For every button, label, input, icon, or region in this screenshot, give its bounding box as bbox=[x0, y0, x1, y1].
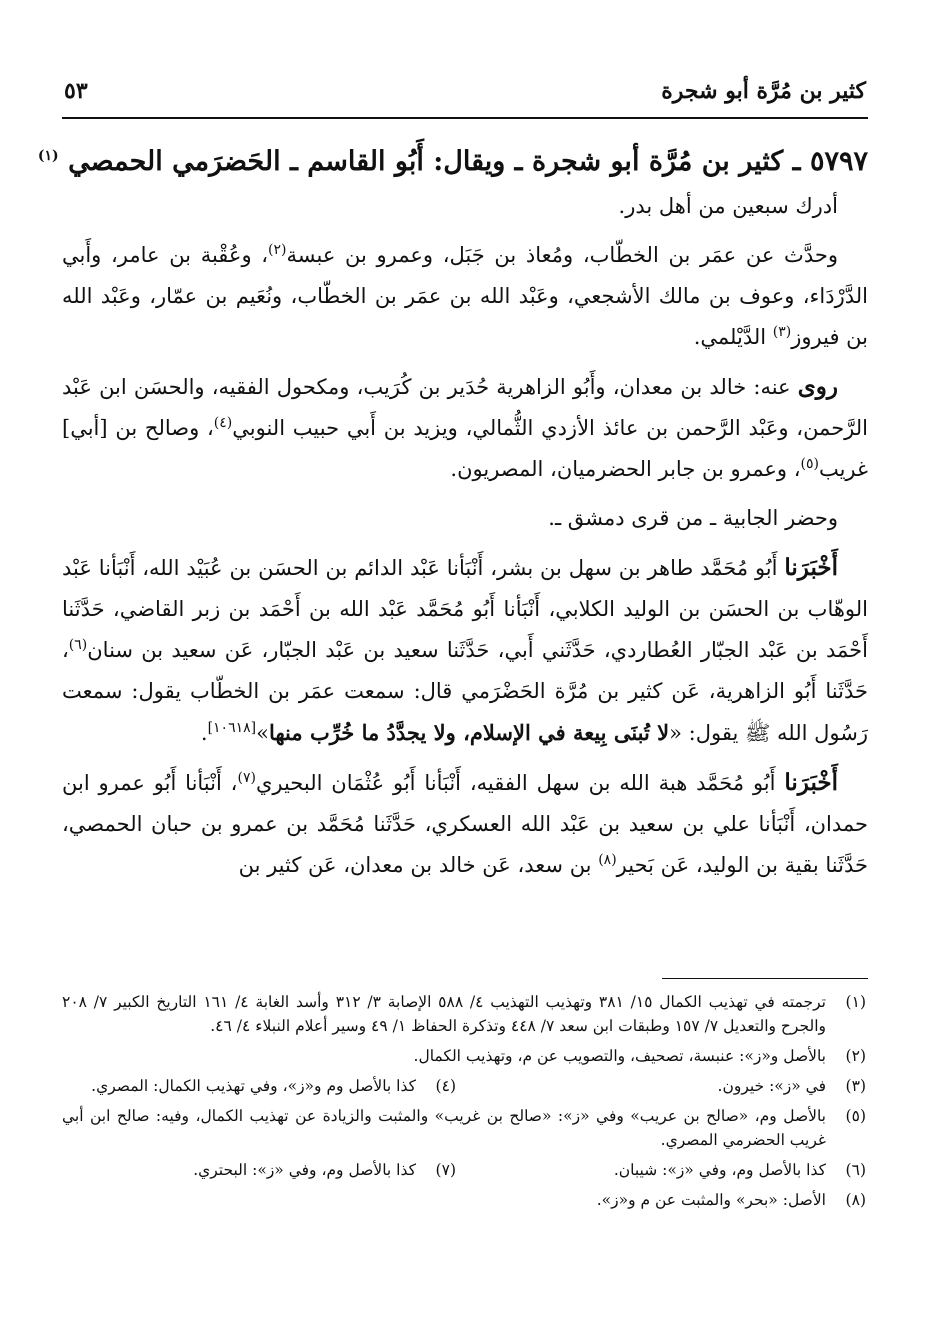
keyword-rawa: روى bbox=[797, 373, 838, 400]
footnote-ref: (٤) bbox=[213, 415, 233, 431]
running-head bbox=[64, 78, 866, 114]
paragraph-jabiya bbox=[62, 498, 868, 539]
paragraph-narrated-from bbox=[62, 235, 868, 358]
paragraph-text: ، أَنْبَأنا أَبُو عمرو ابن حمدان، أَنْبَأنا علي بن سعيد بن عَبْد الله العسكري، حَدَّثَنا مُحَمَّد بن عمرو بن حبان الحمصي، حَدَّثَنا بقية بن الوليد، عَن بَحير bbox=[62, 771, 868, 877]
keyword-akhbarana: أَخْبَرَنا bbox=[784, 554, 838, 581]
hadith-number: [١٠٦١٨] bbox=[207, 720, 257, 736]
footnote-number: (٥) bbox=[845, 1107, 866, 1125]
footnote-number: (٢) bbox=[845, 1047, 866, 1065]
entry-title bbox=[37, 140, 868, 184]
footnote-1 bbox=[62, 990, 866, 1038]
paragraph-isnad-1 bbox=[62, 547, 868, 754]
footnote-text: كذا بالأصل وم و«ز»، وفي تهذيب الكمال: المصري. bbox=[91, 1077, 416, 1095]
footnote-ref: (٦) bbox=[68, 637, 88, 653]
hadith-text: لا تُبنَى بِيعة في الإسلام، ولا يجدَّدُ ما خُرِّب منها bbox=[268, 720, 670, 745]
footnote-6 bbox=[456, 1158, 866, 1182]
footnote-text: بالأصل وم، «صالح بن عريب» وفي «ز»: «صالح بن غريب» والمثبت والزيادة عن تهذيب الكمال، وفيه: صالح ابن أبي غريب الحضرمي المصري. bbox=[62, 1107, 826, 1149]
footnote-text: ترجمته في تهذيب الكمال ١٥/ ٣٨١ وتهذيب التهذيب ٤/ ٥٨٨ الإصابة ٣/ ٣١٢ وأسد الغابة ٤/ ١٦١ التاريخ الكبير ٧/ ٢٠٨ والجرح والتعديل ٧/ ١٥٧ وطبقات ابن سعد ٧/ ٤٤٨ وتذكرة الحفاظ ١/ ٤٩ وسير أعلام النبلاء ٤/ ٤٦. bbox=[62, 993, 826, 1035]
footnote-ref: (٥) bbox=[800, 456, 819, 472]
footnote-text: في «ز»: خيرون. bbox=[717, 1077, 826, 1095]
footnote-number: (٣) bbox=[845, 1077, 866, 1095]
page-number: ٥٣ bbox=[64, 78, 88, 104]
paragraph-text: بن سعد، عَن خالد بن معدان، عَن كثير بن bbox=[238, 853, 599, 877]
footnote-ref: (٣) bbox=[772, 324, 792, 340]
footnotes-rule bbox=[662, 978, 868, 979]
footnote-text: كذا بالأصل وم، وفي «ز»: البحتري. bbox=[193, 1161, 416, 1179]
footnote-ref: (٨) bbox=[598, 852, 617, 868]
footnote-number: (٨) bbox=[845, 1191, 866, 1209]
footnote-text: الأصل: «بحر» والمثبت عن م و«ز». bbox=[596, 1191, 826, 1209]
footnotes bbox=[62, 990, 866, 1218]
footnote-4 bbox=[62, 1074, 456, 1098]
paragraph-text: وحدَّث عن عمَر بن الخطّاب، ومُعاذ بن جَبَل، وعمرو بن عبسة bbox=[286, 243, 838, 267]
paragraph-isnad-2 bbox=[62, 762, 868, 886]
footnote-row-6-7 bbox=[62, 1158, 866, 1182]
paragraph-text: أَبُو مُحَمَّد طاهر بن سهل بن بشر، أَنْبَأنا عَبْد الدائم بن الحسَن بن عُبَيْد الله، أَنْبَأنا عَبْد الوهّاب بن الحسَن بن الوليد الكلابي، أَنْبَأنا أَبُو مُحَمَّد عَبْد الله بن أَحْمَد بن زبر القاضي، حَدَّثَنا أَحْمَد بن عَبْد الجبّار العُطاردي، حَدَّثَني أَبي، حَدَّثَنا سعيد بن عَبْد الجبّار، عَن سعيد بن سنان bbox=[62, 556, 868, 662]
paragraph-badr bbox=[62, 186, 868, 227]
footnote-2 bbox=[62, 1044, 866, 1068]
footnote-ref: (٧) bbox=[237, 770, 256, 786]
paragraph-text: الدَّيْلمي. bbox=[693, 325, 773, 349]
paragraph-text: وحضر الجابية ـ من قرى دمشق ـ. bbox=[548, 506, 838, 530]
paragraph-text: ، وعُقْبة بن عامر، وأَبي الدَّرْدَاء، وعوف بن مالك الأشجعي، وعَبْد الله بن عمَر بن الخطّاب، ونُعَيم بن عمّار، وعَبْد الله بن فيروز bbox=[62, 243, 868, 349]
footnote-text: بالأصل و«ز»: عنبسة، تصحيف، والتصويب عن م، وتهذيب الكمال. bbox=[413, 1047, 826, 1065]
entry-title-text: ٥٧٩٧ ـ كثير بن مُرَّة أبو شجرة ـ ويقال: أَبُو القاسم ـ الحَضرَمي الحمصي bbox=[68, 146, 868, 177]
footnote-5 bbox=[62, 1104, 866, 1152]
paragraph-narrators bbox=[62, 366, 868, 490]
keyword-akhbarana: أَخْبَرَنا bbox=[784, 769, 838, 796]
footnote-number: (١) bbox=[845, 993, 866, 1011]
footnote-text: كذا بالأصل وم، وفي «ز»: شيبان. bbox=[613, 1161, 826, 1179]
paragraph-text: » bbox=[256, 721, 269, 745]
main-text bbox=[37, 140, 868, 886]
paragraph-text: عنه: خالد بن معدان، وأَبُو الزاهرية حُدَير بن كُرَيب، ومكحول الفقيه، والحسَن ابن عَبْد الرَّحمن، وعَبْد الرَّحمن بن عائذ الأزدي الثُّمالي، ويزيد بن أَبي حبيب النوبي bbox=[62, 375, 868, 440]
footnote-3 bbox=[456, 1074, 866, 1098]
footnote-row-3-4 bbox=[62, 1074, 866, 1098]
footnote-number: (٧) bbox=[435, 1161, 456, 1179]
footnote-ref: (١) bbox=[37, 148, 59, 164]
paragraph-text: . bbox=[200, 721, 208, 745]
paragraph-text: ، وصالح بن [أبي] غريب bbox=[62, 416, 868, 481]
header-rule bbox=[62, 117, 868, 119]
footnote-number: (٦) bbox=[845, 1161, 866, 1179]
paragraph-text: أدرك سبعين من أهل بدر. bbox=[618, 194, 838, 218]
footnote-8 bbox=[62, 1188, 866, 1212]
running-title: كثير بن مُرَّة أبو شجرة bbox=[661, 78, 866, 104]
footnote-7 bbox=[62, 1158, 456, 1182]
footnote-ref: (٢) bbox=[268, 242, 287, 258]
footnote-number: (٤) bbox=[435, 1077, 456, 1095]
paragraph-text: ، حَدَّثَنا أَبُو الزاهرية، عَن كثير بن مُرَّة الحَضْرَمي قال: سمعت عمَر بن الخطّاب يقول: سمعت رَسُول الله ﷺ يقول: « bbox=[62, 638, 868, 745]
paragraph-text: ، وعمرو بن جابر الحضرميان، المصريون. bbox=[450, 457, 801, 481]
paragraph-text: أَبُو مُحَمَّد هبة الله بن سهل الفقيه، أَنْبَأنا أَبُو عُثْمَان البحيري bbox=[255, 771, 785, 795]
